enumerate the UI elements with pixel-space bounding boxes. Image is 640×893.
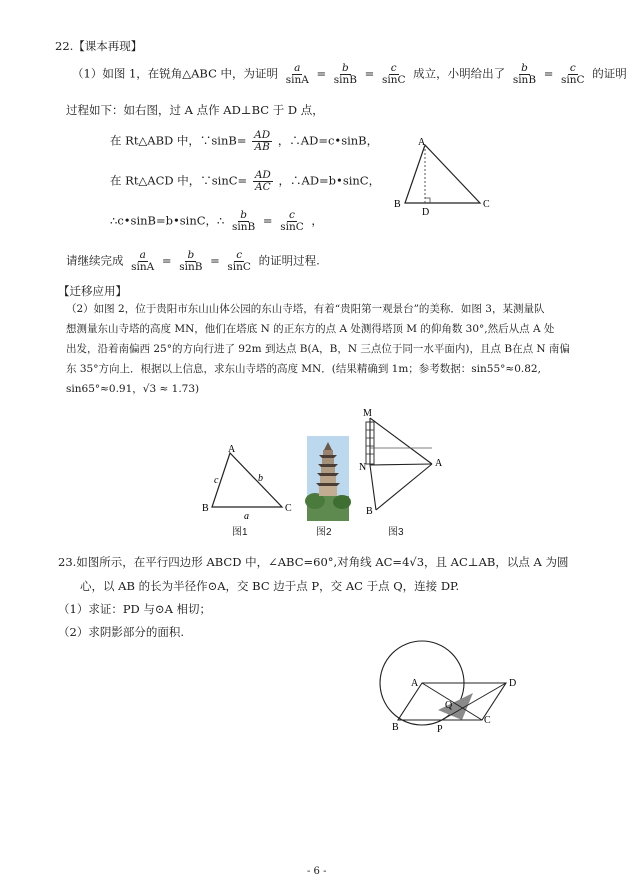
fig3-NA [370, 464, 432, 465]
frac-a-sinA-2: $\frac{a}{\sin A}$ [131, 249, 155, 274]
q23-sub1: （1）求证：PD 与⊙A 相切； [58, 602, 212, 616]
frac-a-sinA: $\frac{a}{\sin A}$ [285, 62, 309, 87]
q23-line2: 心，以 AB 的长为半径作⊙A，交 BC 边于点 P，交 AC 于点 Q，连接 DP. [80, 579, 460, 593]
q22-part2-line2: 想测量东山寺塔的高度 MN，他们在塔底 N 的正东方的点 A 处测得塔顶 M 的仰角数 30°,然后从点 A 处 [66, 323, 555, 335]
q22-part1-line1: （1）如图 1，在锐角△ABC 中，为证明 $\frac{a}{\sin A}$ = $\frac{b}{\sin B}$ = $\frac{c}{\sin C}$ 成立，小明给出了 $\frac{b}{\sin B}$ = $\frac{c}{\sin C}$ 的证明 [72, 62, 627, 87]
q22-part2-line4: 东 35°方向上．根据以上信息，求东山寺塔的高度 MN．(结果精确到 1m；参考数据：sin55°≈0.82, [66, 363, 541, 375]
q22-step3: ∴c•sinB=b•sinC，∴ $\frac{b}{\sin B}$ = $\frac{c}{\sin C}$ ， [110, 209, 323, 234]
frac-b-sinB-3: $\frac{b}{\sin B}$ [232, 209, 256, 234]
figure-altitude-triangle [380, 135, 500, 225]
figure-3 [358, 410, 458, 525]
fig1-triangle [212, 453, 282, 507]
q23-label-P: P [437, 724, 443, 735]
q23-ac-value: 4√3 [402, 555, 425, 569]
fig2-caption: 图2 [316, 527, 332, 538]
fig1-label-B: B [202, 503, 209, 514]
fig3-label-M: M [363, 408, 372, 419]
label-B: B [394, 199, 401, 210]
figure-q23-parallelogram [378, 640, 518, 740]
q22-part1-suffix: 的证明 [592, 66, 627, 81]
frac-b-sinB: $\frac{b}{\sin B}$ [333, 62, 357, 87]
right-angle-mark [425, 198, 430, 203]
q22-part1-prefix: （1）如图 1，在锐角△ABC 中，为证明 [72, 66, 279, 81]
triangle-abc [405, 145, 480, 203]
fig3-label-B: B [366, 506, 373, 517]
frac-c-sinC-3: $\frac{c}{\sin C}$ [280, 209, 304, 234]
fig1-label-b: b [258, 473, 263, 484]
q22-part1-line2: 过程如下：如右图，过 A 点作 AD⊥BC 于 D 点， [66, 103, 324, 117]
q22-heading: 22.【课本再现】 [55, 39, 143, 53]
fig3-AB [376, 464, 432, 510]
q22-part2-line5: sin65°≈0.91，√3 ≈ 1.73) [66, 383, 200, 395]
figure-2-pagoda-photo [307, 436, 349, 521]
frac-b-sinB-2: $\frac{b}{\sin B}$ [512, 62, 537, 87]
frac-AD-AC: $\frac{AD}{AC}$ [254, 169, 271, 194]
q23-label-D: D [509, 678, 517, 689]
figure-1 [200, 445, 300, 535]
q22-step1: 在 Rt△ABD 中，∵sinB= $\frac{AD}{AB}$ ，∴AD=c•sinB， [110, 129, 379, 154]
label-D: D [422, 207, 430, 218]
fig1-caption: 图1 [232, 527, 248, 538]
fig1-label-a: a [244, 511, 249, 522]
frac-c-sinC-4: $\frac{c}{\sin C}$ [227, 249, 251, 274]
page-number: - 6 - [307, 866, 327, 877]
q23-label-Q: Q [445, 700, 453, 711]
q22-migrate-heading: 【迁移应用】 [58, 284, 127, 298]
fig3-MA [370, 418, 432, 464]
q22-continue-line: 请继续完成 $\frac{a}{\sin A}$ = $\frac{b}{\sin B}$ = $\frac{c}{\sin C}$ 的证明过程. [66, 249, 320, 274]
fig3-caption: 图3 [388, 527, 404, 538]
q23-label-B: B [392, 722, 399, 733]
frac-AD-AB: $\frac{AD}{AB}$ [254, 129, 271, 154]
shaded-region [438, 693, 473, 720]
q22-part1-mid: 成立，小明给出了 [413, 66, 506, 81]
frac-c-sinC-2: $\frac{c}{\sin C}$ [561, 62, 585, 87]
fig3-label-N: N [359, 462, 367, 473]
fig1-label-c: c [214, 475, 219, 486]
frac-b-sinB-4: $\frac{b}{\sin B}$ [179, 249, 203, 274]
q22-part2-line3: 出发，沿着南偏西 25°的方向行进了 92m 到达点 B(A，B，N 三点位于同一水平面内)，且点 B在点 N 南偏 [66, 343, 570, 355]
frac-c-sinC: $\frac{c}{\sin C}$ [381, 62, 406, 87]
q22-step2: 在 Rt△ACD 中，∵sinC= $\frac{AD}{AC}$ ，∴AD=b•sinC， [110, 169, 381, 194]
q23-sub2: （2）求阴影部分的面积. [58, 625, 184, 639]
q23-line1: 23.如图所示，在平行四边形 ABCD 中，∠ABC=60°,对角线 AC=4√3，且 AC⊥AB，以点 A 为圆 [58, 555, 569, 569]
q23-label-A: A [411, 678, 419, 689]
label-C: C [483, 199, 490, 210]
fig3-NB [370, 465, 376, 510]
fig3-label-A: A [435, 458, 443, 469]
label-A: A [418, 137, 426, 148]
q23-label-C: C [484, 715, 491, 726]
q22-part2-line1: （2）如图 2，位于贵阳市东山山体公园的东山寺塔，有着“贵阳第一观景台”的美称．如图 3，某测量队 [66, 303, 545, 315]
fig1-label-C: C [285, 503, 292, 514]
fig1-label-A: A [228, 444, 236, 455]
